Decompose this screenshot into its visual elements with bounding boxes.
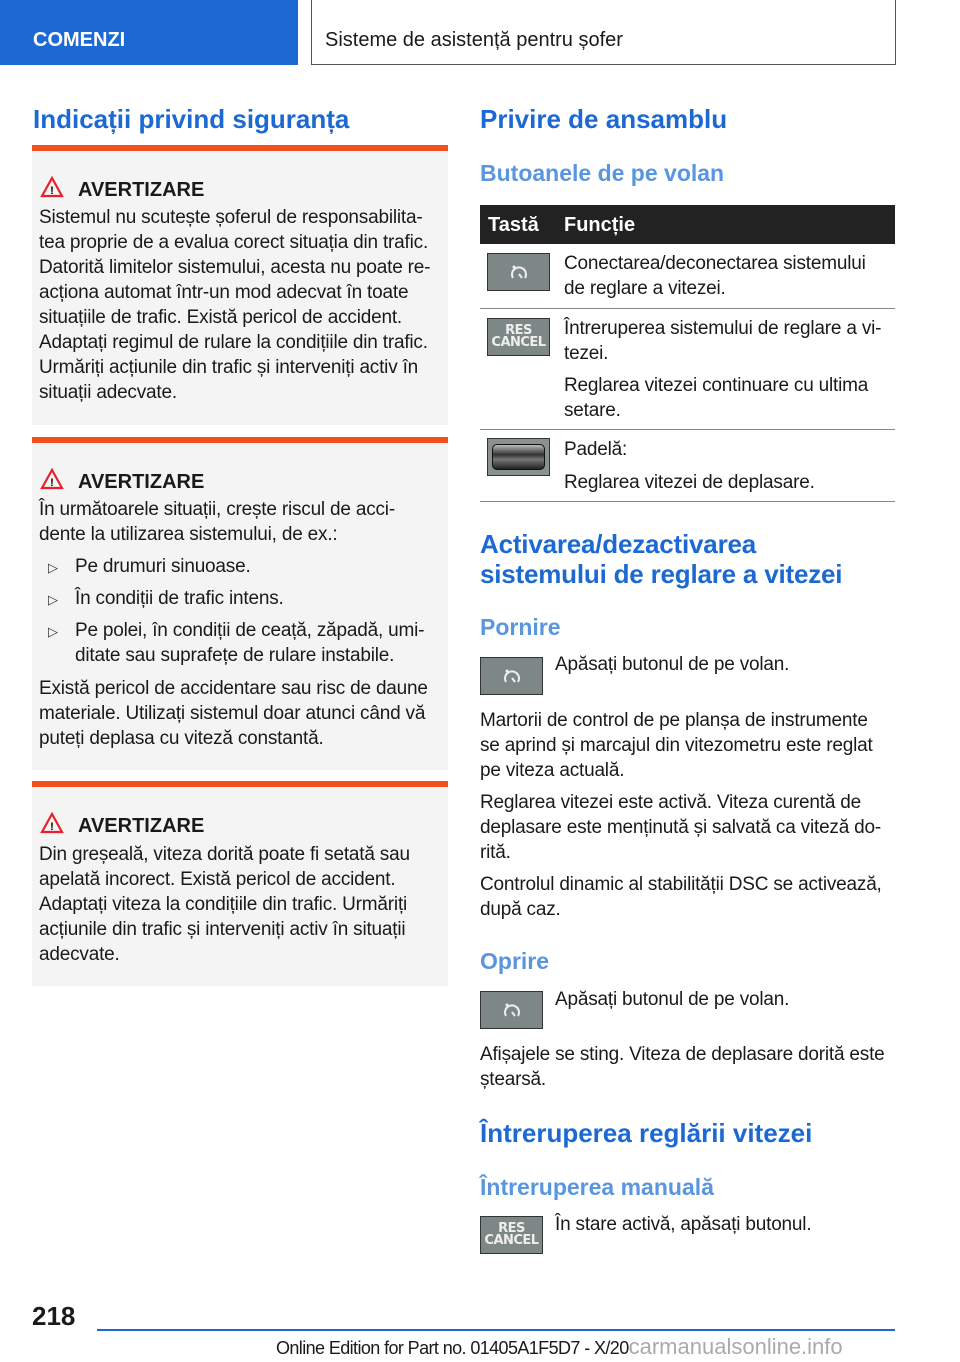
text-line: Din greșeală, viteza dorită poate fi setată sau <box>39 844 410 865</box>
paragraph <box>480 790 881 865</box>
stop-heading: Oprire <box>480 948 550 974</box>
text-line: rită. <box>480 842 511 863</box>
text-line: Padelă: <box>564 439 628 460</box>
warning-box-3 <box>32 781 448 986</box>
overview-heading: Privire de ansamblu <box>480 104 728 134</box>
text-line: Pe drumuri sinuoase. <box>75 556 251 577</box>
text-line: Conectarea/deconectarea sistemului <box>564 253 866 274</box>
warning-text <box>39 842 410 967</box>
warning-triangle-icon <box>40 176 64 198</box>
interrupt-heading: Întreruperea reglării vitezei <box>480 1118 813 1148</box>
warning-text <box>39 205 430 405</box>
text-line: Adaptați viteza la condițiile din trafic. Urmăriți <box>39 894 408 915</box>
chapter-header <box>311 0 896 65</box>
warning-outro <box>39 676 428 751</box>
paddle-key-icon <box>487 438 550 476</box>
bullet-triangle-icon: ▷ <box>48 624 58 639</box>
paragraph <box>480 1042 885 1092</box>
text-line: Adaptați regimul de rulare la condițiile din trafic. <box>39 332 428 353</box>
text-line: după caz. <box>480 899 561 920</box>
bullet-item <box>75 586 284 611</box>
table-row <box>480 309 895 430</box>
text-line: se aprind și marcajul din vitezometru este reglat <box>480 735 873 756</box>
column-header-function: Funcție <box>564 214 636 236</box>
function-text <box>564 373 868 423</box>
svg-text:!: ! <box>50 185 54 197</box>
page-number: 218 <box>32 1301 76 1331</box>
text-line: Reglarea vitezei de deplasare. <box>564 472 815 493</box>
warning-title: AVERTIZARE <box>78 179 205 201</box>
res-cancel-key-icon: RES CANCEL <box>487 318 550 356</box>
text-line: tea proprie de a evalua corect situația din trafic. <box>39 232 429 253</box>
text-line: de reglare a vitezei. <box>564 278 726 299</box>
text-line: materiale. Utilizați sistemul doar atunci când vă <box>39 703 426 724</box>
svg-text:!: ! <box>50 821 54 833</box>
manual-interrupt-heading: Întreruperea manuală <box>480 1174 714 1200</box>
function-text <box>564 251 866 301</box>
buttons-table <box>480 205 895 502</box>
text-line: pe viteza actuală. <box>480 760 625 781</box>
text-line: În condiții de trafic intens. <box>75 588 284 609</box>
text-line: Afișajele se sting. Viteza de deplasare dorită este <box>480 1044 885 1065</box>
bullet-triangle-icon: ▷ <box>48 592 58 607</box>
paragraph <box>480 872 882 922</box>
section-tab[interactable] <box>0 0 298 65</box>
text-line: Reglarea vitezei este activă. Viteza curentă de <box>480 792 862 813</box>
text-line: puteți deplasa cu viteză constantă. <box>39 728 324 749</box>
cruise-control-key-icon <box>480 657 543 695</box>
text-line: Pe polei, în condiții de ceață, zăpadă, umi- <box>75 620 425 641</box>
start-instruction: Apăsați butonul de pe volan. <box>555 654 790 675</box>
text-line: adecvate. <box>39 944 120 965</box>
text-line: Există pericol de accidentare sau risc de daune <box>39 678 428 699</box>
chapter-title: Sisteme de asistență pentru șofer <box>325 29 623 51</box>
text-line: Datorită limitelor sistemului, acesta nu poate re- <box>39 257 431 278</box>
warning-intro <box>39 497 395 547</box>
text-line: acționa automat într-un mod adecvat în toate <box>39 282 409 303</box>
stop-instruction: Apăsați butonul de pe volan. <box>555 989 790 1010</box>
manual-instruction: În stare activă, apăsați butonul. <box>555 1214 812 1235</box>
bullet-triangle-icon: ▷ <box>48 560 58 575</box>
table-row <box>480 244 895 309</box>
text-line: ditate sau suprafețe de rulare instabile. <box>75 645 395 666</box>
cruise-control-key-icon <box>480 991 543 1029</box>
footer-divider <box>97 1329 895 1331</box>
text-line: ștearsă. <box>480 1069 546 1090</box>
warning-triangle-icon <box>40 468 64 490</box>
text-line: acțiunile din trafic și interveniți activ în situații <box>39 919 406 940</box>
text-line: Urmăriți acțiunile din trafic și interveniți activ în <box>39 357 419 378</box>
warning-box-1 <box>32 145 448 425</box>
steering-buttons-heading: Butoanele de pe volan <box>480 160 725 186</box>
table-header <box>480 205 895 244</box>
function-text <box>564 470 815 495</box>
function-text <box>564 316 881 366</box>
footer-edition: Online Edition for Part no. 01405A1F5D7 - X/20carmanualsonline.info <box>276 1334 843 1359</box>
text-line: tezei. <box>564 343 609 364</box>
text-line: Martorii de control de pe planșa de instrumente <box>480 710 868 731</box>
text-line: Controlul dinamic al stabilității DSC se activează, <box>480 874 882 895</box>
text-line: situații adecvate. <box>39 382 177 403</box>
bullet-item <box>75 554 251 579</box>
cruise-control-key-icon <box>487 253 550 291</box>
bullet-item <box>75 618 424 668</box>
paragraph <box>480 708 873 783</box>
warning-triangle-icon <box>40 812 64 834</box>
text-line: situațiile de trafic. Există pericol de accident. <box>39 307 402 328</box>
warning-box-2 <box>32 437 448 770</box>
text-line: deplasare este menținută și salvată ca viteză do- <box>480 817 882 838</box>
text-line: Întreruperea sistemului de reglare a vi- <box>564 318 882 339</box>
text-line: Reglarea vitezei continuare cu ultima <box>564 375 869 396</box>
start-heading: Pornire <box>480 614 561 640</box>
text-line: Sistemul nu scutește șoferul de responsabilita- <box>39 207 423 228</box>
svg-text:!: ! <box>50 477 54 489</box>
text-line: setare. <box>564 400 621 421</box>
section-label: COMENZI <box>33 29 126 51</box>
warning-title: AVERTIZARE <box>78 471 205 493</box>
watermark: carmanualsonline.info <box>628 1334 843 1359</box>
safety-heading: Indicații privind siguranța <box>33 104 350 134</box>
function-text <box>564 437 627 462</box>
res-cancel-key-icon: RES CANCEL <box>480 1216 543 1254</box>
text-line: dente la utilizarea sistemului, de ex.: <box>39 524 338 545</box>
column-header-key: Tastă <box>488 214 539 236</box>
text-line: În următoarele situații, crește riscul de acci- <box>39 499 395 520</box>
table-row <box>480 430 895 502</box>
text-line: apelată incorect. Există pericol de accident. <box>39 869 396 890</box>
warning-title: AVERTIZARE <box>78 815 205 837</box>
activation-heading: Activarea/dezactivarea sistemului de reglare a vitezei <box>480 529 843 589</box>
